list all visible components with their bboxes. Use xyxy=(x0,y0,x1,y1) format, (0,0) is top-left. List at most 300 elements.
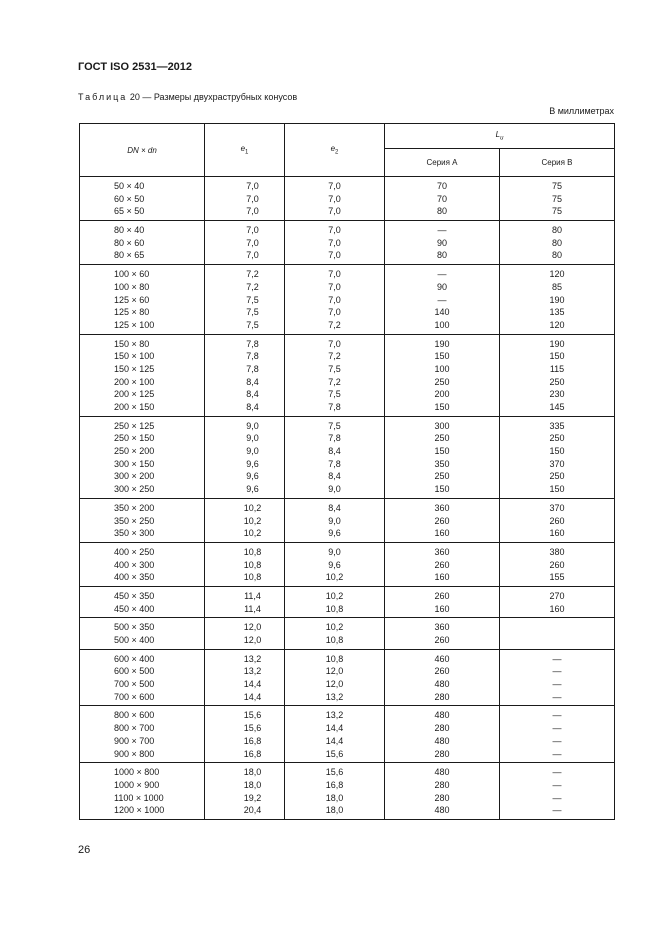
cell-e2 xyxy=(285,334,385,416)
value-e1: 9,0 xyxy=(246,420,259,431)
table-row-group xyxy=(80,706,615,763)
value-e2: 10,8 xyxy=(325,653,344,664)
value-lb: 260 xyxy=(549,515,565,526)
header-lu: $L_u$ xyxy=(385,124,615,149)
value-dn: 80 × 60 xyxy=(114,237,145,248)
value-la: 280 xyxy=(434,792,450,803)
value-lb: 250 xyxy=(549,376,565,387)
cell-la xyxy=(385,334,500,416)
cell-dn xyxy=(80,221,205,265)
value-la: 300 xyxy=(434,420,450,431)
value-lb: 115 xyxy=(549,363,565,374)
value-dn: 400 × 350 xyxy=(114,572,155,583)
value-e1: 16,8 xyxy=(243,735,262,746)
value-lb: 150 xyxy=(549,351,565,362)
value-e2: 7,0 xyxy=(328,206,341,217)
value-dn: 250 × 125 xyxy=(114,420,155,431)
value-e1: 7,0 xyxy=(246,206,259,217)
cell-e1 xyxy=(205,265,285,334)
value-la: 250 xyxy=(434,471,450,482)
value-dn: 400 × 300 xyxy=(114,559,155,570)
value-la: 140 xyxy=(434,307,450,318)
value-e2: 14,4 xyxy=(325,735,344,746)
cell-e1 xyxy=(205,706,285,763)
value-la: 150 xyxy=(434,351,450,362)
value-lb: — xyxy=(552,666,562,677)
value-e1: 12,0 xyxy=(243,635,262,645)
value-la: 100 xyxy=(434,319,450,330)
cell-e2 xyxy=(285,763,385,820)
cell-lb xyxy=(500,498,615,542)
value-e2: 12,0 xyxy=(325,679,344,690)
table-row-group xyxy=(80,177,615,221)
value-lb: 75 xyxy=(552,193,563,204)
cell-e2 xyxy=(285,177,385,221)
cell-e2 xyxy=(285,416,385,498)
value-la: 280 xyxy=(434,723,450,734)
table-row-group xyxy=(80,265,615,334)
value-e2: 10,2 xyxy=(325,572,344,583)
value-la: 100 xyxy=(434,363,450,374)
value-dn: 200 × 125 xyxy=(114,389,155,400)
value-e2: 7,0 xyxy=(328,307,341,318)
cell-e1 xyxy=(205,542,285,586)
value-dn: 250 × 200 xyxy=(114,446,155,457)
value-lb: 370 xyxy=(549,458,565,469)
value-e1: 7,2 xyxy=(246,269,259,280)
value-e1: 18,0 xyxy=(243,767,262,778)
value-e1: 9,0 xyxy=(246,446,259,457)
cell-la xyxy=(385,586,500,617)
value-dn: 900 × 700 xyxy=(114,735,155,746)
value-e1: 7,0 xyxy=(246,250,259,261)
value-e2: 15,6 xyxy=(325,767,344,778)
value-dn: 350 × 200 xyxy=(114,502,155,513)
value-lb: 260 xyxy=(549,559,565,570)
value-la: 260 xyxy=(434,515,450,526)
value-e2: 8,4 xyxy=(328,446,341,457)
value-dn: 300 × 250 xyxy=(114,484,155,495)
value-lb: 75 xyxy=(552,206,563,217)
value-e1: 16,8 xyxy=(243,748,262,759)
cell-lb xyxy=(500,265,615,334)
value-dn: 800 × 700 xyxy=(114,723,155,734)
value-dn: 300 × 150 xyxy=(114,458,155,469)
value-lb: 190 xyxy=(549,294,565,305)
cell-e2 xyxy=(285,586,385,617)
value-e2: 9,0 xyxy=(328,484,341,495)
table-row-group xyxy=(80,334,615,416)
cell-e1 xyxy=(205,586,285,617)
value-e2: 7,5 xyxy=(328,420,341,431)
table-caption-label: Таблица xyxy=(78,92,128,102)
value-e2: 7,5 xyxy=(328,389,341,400)
value-e1: 14,4 xyxy=(243,691,262,702)
value-lb: 250 xyxy=(549,471,565,482)
cell-la xyxy=(385,618,500,649)
value-lb: 160 xyxy=(549,528,565,539)
value-lb: 120 xyxy=(549,269,565,280)
cell-dn xyxy=(80,498,205,542)
value-dn: 800 × 600 xyxy=(114,710,155,721)
value-dn: 125 × 100 xyxy=(114,319,155,330)
value-dn: 1000 × 900 xyxy=(114,779,160,790)
value-lb: 150 xyxy=(549,446,565,457)
value-dn: 150 × 80 xyxy=(114,338,150,349)
document-header: ГОСТ ISO 2531—2012 xyxy=(78,61,193,73)
value-dn: 350 × 250 xyxy=(114,515,155,526)
value-lb: 80 xyxy=(552,250,563,261)
value-dn: 200 × 150 xyxy=(114,402,155,412)
value-e2: 7,2 xyxy=(328,319,341,330)
value-dn: 450 × 400 xyxy=(114,603,155,614)
cell-la xyxy=(385,498,500,542)
value-e1: 8,4 xyxy=(246,402,259,412)
value-e2: 8,4 xyxy=(328,471,341,482)
value-dn: 1200 × 1000 xyxy=(114,805,165,816)
cell-lb xyxy=(500,763,615,820)
value-e1: 9,6 xyxy=(246,458,259,469)
cell-e2 xyxy=(285,618,385,649)
cell-dn xyxy=(80,334,205,416)
cell-e1 xyxy=(205,649,285,706)
value-dn: 80 × 65 xyxy=(114,250,145,261)
value-e1: 10,8 xyxy=(243,546,262,557)
table-caption-number: 20 xyxy=(129,92,140,102)
value-lb: 145 xyxy=(549,402,565,412)
value-dn: 65 × 50 xyxy=(114,206,145,217)
value-e1: 10,8 xyxy=(243,559,262,570)
value-dn: 700 × 500 xyxy=(114,679,155,690)
table-row-group xyxy=(80,649,615,706)
value-la: 260 xyxy=(434,666,450,677)
value-lb xyxy=(500,621,614,634)
value-e2: 7,0 xyxy=(328,294,341,305)
value-dn: 80 × 40 xyxy=(114,225,145,236)
value-la: 150 xyxy=(434,484,450,495)
value-lb: 270 xyxy=(549,590,565,601)
value-lb: — xyxy=(552,679,562,690)
cell-e1 xyxy=(205,618,285,649)
value-dn: 100 × 60 xyxy=(114,269,150,280)
value-e1: 11,4 xyxy=(244,590,261,601)
value-e1: 7,5 xyxy=(246,319,259,330)
table-row-group xyxy=(80,221,615,265)
value-lb: 230 xyxy=(549,389,565,400)
value-la: 70 xyxy=(436,181,447,191)
value-e2: 10,8 xyxy=(325,635,344,645)
table-row-group xyxy=(80,586,615,617)
value-e2: 7,0 xyxy=(328,225,341,236)
value-e2: 13,2 xyxy=(325,691,344,702)
value-lb: 155 xyxy=(549,572,565,583)
value-e2: 9,0 xyxy=(328,515,341,526)
cell-dn xyxy=(80,542,205,586)
value-dn: 600 × 400 xyxy=(114,653,155,664)
value-lb: — xyxy=(552,779,562,790)
value-la: 190 xyxy=(434,338,450,349)
cell-lb xyxy=(500,416,615,498)
value-e2: 7,5 xyxy=(328,363,341,374)
value-dn: 500 × 350 xyxy=(114,622,155,633)
cell-dn xyxy=(80,649,205,706)
value-lb: — xyxy=(552,723,562,734)
value-e1: 7,8 xyxy=(246,338,259,349)
value-lb: — xyxy=(552,767,562,778)
cell-la xyxy=(385,177,500,221)
value-la: 480 xyxy=(434,679,450,690)
value-e1: 7,0 xyxy=(246,181,259,191)
table-row-group xyxy=(80,498,615,542)
value-la: 260 xyxy=(434,635,450,645)
cell-dn xyxy=(80,763,205,820)
value-e1: 10,2 xyxy=(243,515,262,526)
value-dn: 500 × 400 xyxy=(114,635,155,645)
table-body xyxy=(80,177,615,820)
value-dn: 350 × 300 xyxy=(114,528,155,539)
value-dn: 125 × 80 xyxy=(114,307,150,318)
value-la: 90 xyxy=(436,281,447,292)
cell-la xyxy=(385,416,500,498)
value-lb: — xyxy=(552,735,562,746)
value-e1: 9,6 xyxy=(246,484,259,495)
value-lb: 335 xyxy=(549,420,565,431)
header-e1: $e_1$ xyxy=(205,124,285,177)
value-la: 150 xyxy=(434,402,450,412)
header-e2: $e_2$ xyxy=(285,124,385,177)
value-e1: 7,0 xyxy=(246,225,259,236)
value-e2: 7,2 xyxy=(328,376,341,387)
value-lb: 120 xyxy=(549,319,565,330)
value-e2: 10,2 xyxy=(325,622,344,633)
value-dn: 300 × 200 xyxy=(114,471,155,482)
cell-lb xyxy=(500,334,615,416)
value-e1: 19,2 xyxy=(243,792,262,803)
value-la: 80 xyxy=(436,250,447,261)
value-e1: 7,5 xyxy=(246,307,259,318)
dimensions-table xyxy=(79,123,615,820)
value-lb: — xyxy=(552,805,562,816)
table-caption xyxy=(78,92,297,102)
cell-dn xyxy=(80,177,205,221)
value-lb: 150 xyxy=(549,484,565,495)
value-e1: 15,6 xyxy=(243,723,262,734)
table-row-group xyxy=(80,416,615,498)
value-dn: 600 × 500 xyxy=(114,666,155,677)
value-la: 350 xyxy=(434,458,450,469)
cell-e1 xyxy=(205,416,285,498)
cell-lb xyxy=(500,177,615,221)
units-note: В миллиметрах xyxy=(549,106,614,116)
cell-la xyxy=(385,542,500,586)
value-e1: 13,2 xyxy=(243,666,262,677)
cell-e2 xyxy=(285,498,385,542)
cell-dn xyxy=(80,706,205,763)
value-e2: 15,6 xyxy=(325,748,344,759)
value-e2: 10,2 xyxy=(325,590,344,601)
value-e1: 9,0 xyxy=(246,433,259,444)
page-number: 26 xyxy=(78,844,91,856)
value-e1: 15,6 xyxy=(243,710,262,721)
header-dn: DN × dn xyxy=(80,124,205,177)
value-la: 160 xyxy=(434,528,450,539)
value-la: 260 xyxy=(434,559,450,570)
value-la: 360 xyxy=(434,502,450,513)
value-lb: — xyxy=(552,792,562,803)
value-e2: 10,8 xyxy=(325,603,344,614)
value-la: — xyxy=(437,225,447,236)
value-la: 70 xyxy=(436,193,447,204)
cell-lb xyxy=(500,542,615,586)
value-lb: 80 xyxy=(552,237,563,248)
value-la: — xyxy=(437,294,447,305)
value-dn: 150 × 100 xyxy=(114,351,155,362)
value-la: 250 xyxy=(434,433,450,444)
value-e2: 18,0 xyxy=(325,805,344,816)
cell-la xyxy=(385,265,500,334)
value-dn: 100 × 80 xyxy=(114,281,150,292)
value-dn: 150 × 125 xyxy=(114,363,155,374)
cell-lb xyxy=(500,618,615,649)
cell-e1 xyxy=(205,763,285,820)
value-dn: 1000 × 800 xyxy=(114,767,160,778)
value-e1: 7,5 xyxy=(246,294,259,305)
header-series-a: Серия А xyxy=(385,149,500,177)
cell-dn xyxy=(80,586,205,617)
cell-dn xyxy=(80,416,205,498)
value-lb: 75 xyxy=(552,181,563,191)
value-dn: 450 × 350 xyxy=(114,590,155,601)
cell-dn xyxy=(80,265,205,334)
value-e1: 10,8 xyxy=(243,572,262,583)
value-e1: 11,4 xyxy=(244,603,261,614)
value-e2: 12,0 xyxy=(325,666,344,677)
cell-la xyxy=(385,649,500,706)
value-e2: 7,0 xyxy=(328,181,341,191)
value-lb: — xyxy=(552,653,562,664)
value-dn: 200 × 100 xyxy=(114,376,155,387)
value-la: 480 xyxy=(434,710,450,721)
cell-la xyxy=(385,706,500,763)
value-e2: 16,8 xyxy=(325,779,344,790)
cell-la xyxy=(385,221,500,265)
value-la: 250 xyxy=(434,376,450,387)
value-la: 480 xyxy=(434,767,450,778)
value-la: 480 xyxy=(434,805,450,816)
value-e2: 7,2 xyxy=(328,351,341,362)
value-e1: 8,4 xyxy=(246,376,259,387)
value-lb xyxy=(500,634,614,647)
table-row-group xyxy=(80,763,615,820)
cell-e2 xyxy=(285,649,385,706)
value-la: 90 xyxy=(436,237,447,248)
value-la: 80 xyxy=(436,206,447,217)
value-lb: 80 xyxy=(552,225,563,236)
value-la: — xyxy=(437,269,447,280)
value-e2: 7,0 xyxy=(328,237,341,248)
value-e1: 7,8 xyxy=(246,363,259,374)
value-la: 260 xyxy=(434,590,450,601)
value-e2: 7,8 xyxy=(328,433,341,444)
value-e2: 7,0 xyxy=(328,193,341,204)
value-e1: 10,2 xyxy=(243,528,262,539)
value-e2: 13,2 xyxy=(325,710,344,721)
value-lb: 380 xyxy=(549,546,565,557)
cell-e1 xyxy=(205,177,285,221)
value-e2: 8,4 xyxy=(328,502,341,513)
table-row-group xyxy=(80,618,615,649)
cell-e2 xyxy=(285,265,385,334)
value-dn: 125 × 60 xyxy=(114,294,150,305)
value-la: 280 xyxy=(434,779,450,790)
value-e2: 7,0 xyxy=(328,269,341,280)
cell-lb xyxy=(500,649,615,706)
cell-e2 xyxy=(285,542,385,586)
cell-lb xyxy=(500,221,615,265)
value-e1: 14,4 xyxy=(243,679,262,690)
value-lb: — xyxy=(552,710,562,721)
value-dn: 250 × 150 xyxy=(114,433,155,444)
value-la: 360 xyxy=(434,546,450,557)
value-e2: 7,0 xyxy=(328,281,341,292)
value-e1: 7,0 xyxy=(246,193,259,204)
value-dn: 900 × 800 xyxy=(114,748,155,759)
value-la: 160 xyxy=(434,572,450,583)
value-lb: 190 xyxy=(549,338,565,349)
value-e2: 7,8 xyxy=(328,402,341,412)
value-e2: 7,0 xyxy=(328,250,341,261)
value-e1: 20,4 xyxy=(243,805,262,816)
value-e1: 13,2 xyxy=(243,653,262,664)
table-row-group xyxy=(80,542,615,586)
value-e2: 9,0 xyxy=(328,546,341,557)
value-e1: 18,0 xyxy=(243,779,262,790)
cell-lb xyxy=(500,586,615,617)
value-e1: 9,6 xyxy=(246,471,259,482)
value-e1: 7,2 xyxy=(246,281,259,292)
value-e2: 9,6 xyxy=(328,559,341,570)
value-la: 280 xyxy=(434,748,450,759)
cell-e1 xyxy=(205,498,285,542)
value-e2: 14,4 xyxy=(325,723,344,734)
value-e1: 7,0 xyxy=(246,237,259,248)
cell-la xyxy=(385,763,500,820)
value-la: 480 xyxy=(434,735,450,746)
value-lb: 160 xyxy=(549,603,565,614)
value-la: 360 xyxy=(434,622,450,633)
cell-dn xyxy=(80,618,205,649)
value-lb: 370 xyxy=(549,502,565,513)
cell-e1 xyxy=(205,221,285,265)
value-e1: 7,8 xyxy=(246,351,259,362)
value-lb: — xyxy=(552,748,562,759)
value-la: 160 xyxy=(434,603,450,614)
value-dn: 700 × 600 xyxy=(114,691,155,702)
value-lb: — xyxy=(552,691,562,702)
value-e1: 10,2 xyxy=(243,502,262,513)
value-e2: 7,8 xyxy=(328,458,341,469)
value-dn: 1100 × 1000 xyxy=(114,792,164,803)
value-lb: 85 xyxy=(552,281,563,292)
value-lb: 250 xyxy=(549,433,565,444)
value-la: 150 xyxy=(434,446,450,457)
cell-e2 xyxy=(285,706,385,763)
header-series-b: Серия В xyxy=(500,149,615,177)
cell-lb xyxy=(500,706,615,763)
value-e2: 18,0 xyxy=(325,792,344,803)
value-lb: 135 xyxy=(549,307,565,318)
cell-e1 xyxy=(205,334,285,416)
